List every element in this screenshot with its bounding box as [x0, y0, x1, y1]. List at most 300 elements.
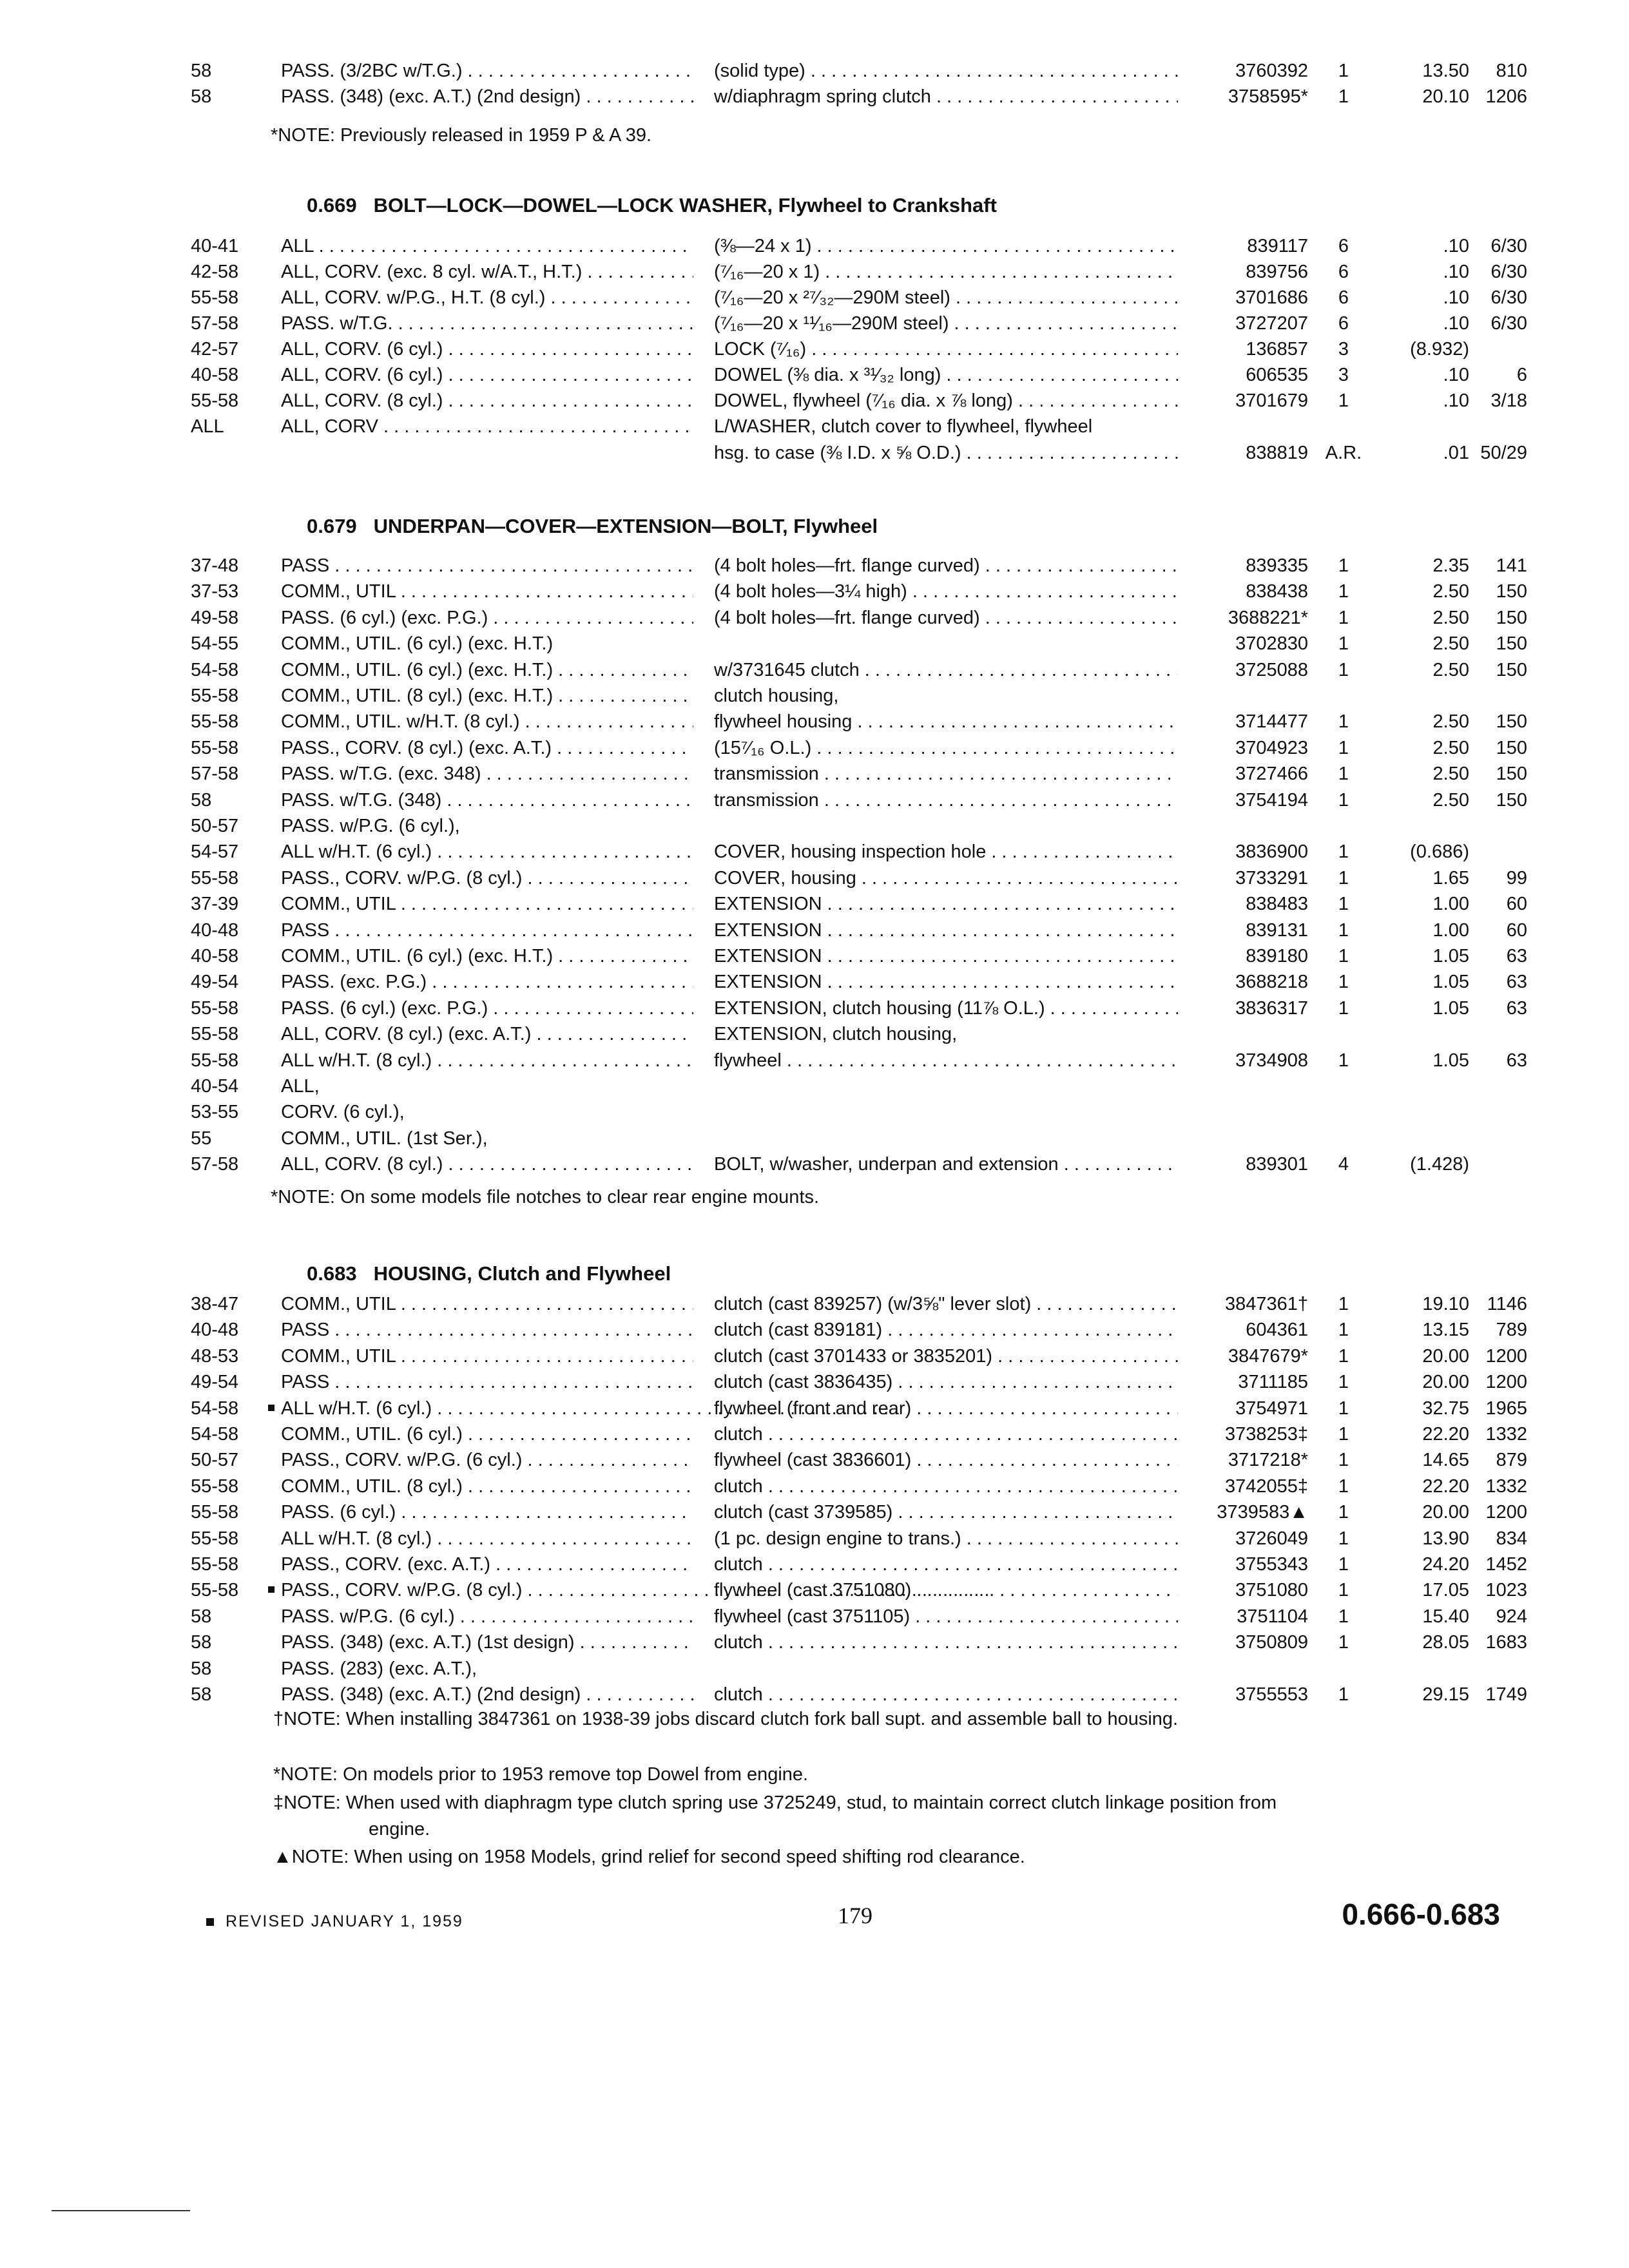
row-description-text: clutch: [714, 1684, 763, 1705]
row-description: [714, 285, 1178, 311]
table-row: [0, 233, 1629, 260]
row-years: 54-58: [191, 659, 239, 680]
row-models-text: PASS., CORV. (exc. A.T.): [281, 1554, 491, 1575]
row-price: 17.05: [1422, 1580, 1469, 1601]
row-part-number: 3714477: [1235, 711, 1308, 733]
row-years: 54-58: [191, 1424, 239, 1445]
row-models-text: ALL, CORV: [281, 416, 378, 437]
row-quantity: 1: [1338, 1632, 1349, 1653]
row-models-text: ALL, CORV. (6 cyl.): [281, 339, 443, 360]
row-quantity: 1: [1338, 997, 1349, 1019]
row-models-text: PASS. (6 cyl.) (exc. P.G.): [281, 607, 488, 628]
row-models-text: PASS: [281, 1320, 330, 1341]
row-years: 57-58: [191, 313, 239, 334]
row-price: (0.686): [1410, 841, 1469, 863]
row-price: 22.20: [1422, 1475, 1469, 1497]
row-models-text: PASS., CORV. w/P.G. (6 cyl.): [281, 1450, 523, 1471]
row-models-text: PASS., CORV. (8 cyl.) (exc. A.T.): [281, 737, 552, 758]
row-models-text: PASS. (348) (exc. A.T.) (1st design): [281, 1632, 575, 1653]
row-models: [281, 1099, 693, 1126]
row-description: [714, 311, 1178, 337]
row-price: 1.05: [1432, 1050, 1469, 1071]
row-description: [714, 259, 1178, 285]
table-row: [0, 553, 1629, 579]
row-years: 40-48: [191, 1320, 239, 1341]
row-models-text: COMM., UTIL. (6 cyl.): [281, 1424, 463, 1445]
row-models-text: COMM., UTIL: [281, 894, 396, 915]
row-part-number: 3751104: [1237, 1606, 1308, 1627]
revised-date: REVISED JANUARY 1, 1959: [226, 1912, 463, 1930]
table-row: [0, 1099, 1629, 1126]
row-description-text: w/3731645 clutch: [714, 659, 860, 680]
row-quantity: 1: [1338, 972, 1349, 993]
row-years: 55-58: [191, 1024, 239, 1045]
table-row: [0, 1682, 1629, 1708]
row-description-text: transmission: [714, 789, 819, 811]
row-group: 879: [1496, 1450, 1527, 1471]
row-description-text: DOWEL, flywheel (⁷⁄₁₆ dia. x ⅞ long): [714, 390, 1013, 411]
row-group: 63: [1506, 946, 1527, 966]
row-years: 54-57: [191, 841, 239, 863]
row-description: [714, 440, 1178, 466]
row-models-text: PASS. w/T.G.: [281, 313, 393, 334]
row-group: 6/30: [1490, 313, 1527, 334]
row-description-text: (4 bolt holes—frt. flange curved): [714, 607, 980, 628]
section-name: UNDERPAN—COVER—EXTENSION—BOLT, Flywheel: [373, 515, 878, 537]
row-models-text: COMM., UTIL. (8 cyl.) (exc. H.T.): [281, 686, 554, 706]
row-models: [281, 1552, 693, 1578]
row-description-text: clutch (cast 3836435): [714, 1372, 893, 1393]
row-description: [714, 839, 1178, 865]
row-years: 55-58: [191, 737, 239, 758]
row-group: 6/30: [1490, 287, 1527, 308]
row-group: 1965: [1485, 1398, 1527, 1419]
row-quantity: 1: [1338, 1050, 1349, 1071]
table-row: [0, 631, 1629, 657]
row-part-number: 3754971: [1235, 1398, 1308, 1419]
footnote: ‡NOTE: When used with diaphragm type clutch spring use 3725249, stud, to maintain correct clutch linkage position from engine.: [273, 1792, 1277, 1840]
row-models: [281, 1396, 693, 1422]
table-row: [0, 1369, 1629, 1396]
row-models-text: PASS. (exc. P.G.): [281, 972, 427, 993]
row-years: 55-58: [191, 1528, 239, 1549]
row-models: [281, 84, 693, 110]
row-models: [281, 311, 693, 337]
row-models: [281, 1656, 693, 1682]
table-row: [0, 787, 1629, 814]
row-models: [281, 579, 693, 605]
row-part-number: 136857: [1246, 339, 1308, 360]
row-years: 40-58: [191, 365, 239, 385]
row-price: .10: [1443, 313, 1469, 334]
table-row: [0, 1656, 1629, 1682]
row-description: [714, 1604, 1178, 1630]
row-quantity: 6: [1338, 287, 1349, 308]
row-quantity: 1: [1338, 737, 1349, 758]
row-part-number: 3750809: [1235, 1632, 1308, 1653]
row-description: [714, 58, 1178, 84]
row-description: [714, 1552, 1178, 1578]
row-models-text: COMM., UTIL: [281, 581, 396, 602]
row-group: 810: [1496, 61, 1527, 81]
row-years: 58: [191, 1684, 212, 1705]
row-years: 58: [191, 1606, 212, 1627]
row-price: .01: [1443, 443, 1469, 463]
row-models-text: PASS: [281, 555, 330, 576]
row-models: [281, 735, 693, 762]
row-models: [281, 1474, 693, 1500]
row-part-number: 839301: [1246, 1154, 1308, 1175]
table-row: [0, 761, 1629, 787]
row-years: 55-58: [191, 1580, 239, 1601]
row-description: [714, 362, 1178, 389]
row-models: [281, 1291, 693, 1318]
row-models: [281, 1577, 693, 1604]
row-group: 150: [1496, 764, 1527, 785]
table-row: [0, 1499, 1629, 1526]
row-models-text: ALL,: [281, 1076, 320, 1097]
row-part-number: 3836900: [1235, 841, 1308, 863]
row-models: [281, 1421, 693, 1448]
row-models: [281, 969, 693, 995]
row-models: [281, 1317, 693, 1343]
row-group: 789: [1496, 1320, 1527, 1341]
table-row: [0, 1474, 1629, 1500]
table-row: [0, 1126, 1629, 1152]
footnote: †NOTE: When installing 3847361 on 1938-39 jobs discard clutch fork ball supt. and assemble ball to housing.: [273, 1709, 1179, 1729]
row-price: 1.65: [1432, 867, 1469, 889]
row-description: [714, 1526, 1178, 1552]
row-part-number: 3688218: [1235, 972, 1308, 993]
row-models: [281, 362, 693, 389]
row-description: [714, 1499, 1178, 1526]
row-quantity: 6: [1338, 313, 1349, 334]
row-models-text: ALL, CORV. (8 cyl.) (exc. A.T.): [281, 1024, 532, 1045]
row-group: 3/18: [1490, 390, 1527, 411]
row-part-number: 3688221*: [1228, 607, 1308, 628]
row-description-text: flywheel housing: [714, 711, 853, 733]
row-quantity: 1: [1338, 1580, 1349, 1601]
row-quantity: 1: [1338, 946, 1349, 966]
table-row: [0, 683, 1629, 709]
row-description: [714, 414, 1178, 440]
row-years: 48-53: [191, 1345, 239, 1367]
table-row: [0, 1526, 1629, 1552]
revised-marker: [268, 1405, 275, 1411]
row-models-text: PASS. (283) (exc. A.T.),: [281, 1658, 477, 1679]
row-years: 37-39: [191, 894, 239, 915]
row-part-number: 3726049: [1235, 1528, 1308, 1549]
row-description: [714, 1577, 1178, 1604]
row-models: [281, 943, 693, 970]
table-row: [0, 440, 1629, 466]
section-code: 0.683: [307, 1262, 357, 1285]
row-models-text: COMM., UTIL. (6 cyl.) (exc. H.T.): [281, 946, 554, 966]
table-row: [0, 969, 1629, 995]
row-description-text: (⁷⁄₁₆—20 x 1): [714, 262, 820, 282]
row-quantity: 1: [1338, 919, 1349, 941]
row-models-text: ALL w/H.T. (6 cyl.): [281, 1398, 432, 1419]
row-models: [281, 1526, 693, 1552]
row-description-text: clutch: [714, 1632, 763, 1653]
table-row: [0, 735, 1629, 762]
row-part-number: 3717218*: [1228, 1450, 1308, 1471]
row-description: [714, 918, 1178, 944]
row-price: 1.05: [1432, 972, 1469, 993]
row-part-number: 3711185: [1238, 1372, 1308, 1393]
row-years: 40-41: [191, 236, 239, 256]
row-quantity: 1: [1338, 1372, 1349, 1393]
row-description-text: COVER, housing: [714, 867, 856, 889]
row-years: 55-58: [191, 1050, 239, 1071]
row-description: [714, 1343, 1178, 1370]
row-group: 150: [1496, 789, 1527, 811]
row-description: [714, 1421, 1178, 1448]
row-models-text: ALL, CORV. (exc. 8 cyl. w/A.T., H.T.): [281, 262, 583, 282]
section-title: [307, 513, 878, 539]
row-years: 40-48: [191, 919, 239, 941]
row-models: [281, 1499, 693, 1526]
row-price: 2.50: [1432, 633, 1469, 655]
row-quantity: 1: [1338, 789, 1349, 811]
table-row: [0, 414, 1629, 440]
row-part-number: 839756: [1246, 262, 1308, 282]
row-description: [714, 1291, 1178, 1318]
row-group: 150: [1496, 633, 1527, 655]
row-models-text: ALL, CORV. (8 cyl.): [281, 1154, 443, 1175]
row-years: 49-58: [191, 607, 239, 628]
row-group: 150: [1496, 711, 1527, 733]
row-group: 1749: [1485, 1684, 1527, 1705]
row-models-text: ALL, CORV. (6 cyl.): [281, 365, 443, 385]
row-description-text: LOCK (⁷⁄₁₆): [714, 339, 807, 360]
row-group: 150: [1496, 607, 1527, 628]
row-description-text: EXTENSION: [714, 972, 822, 993]
row-description: [714, 709, 1178, 735]
row-part-number: 3847361†: [1224, 1294, 1308, 1314]
row-description: [714, 1317, 1178, 1343]
row-years: 49-54: [191, 972, 239, 993]
row-group: 1452: [1485, 1554, 1527, 1575]
row-quantity: 1: [1338, 555, 1349, 576]
row-price: (1.428): [1410, 1154, 1469, 1175]
row-group: 6: [1516, 365, 1527, 385]
row-years: 55-58: [191, 1554, 239, 1575]
row-models: [281, 813, 693, 840]
row-models-text: ALL w/H.T. (8 cyl.): [281, 1050, 432, 1071]
row-part-number: 3727466: [1235, 764, 1308, 785]
row-models: [281, 1447, 693, 1474]
row-models: [281, 918, 693, 944]
row-models-text: PASS: [281, 1372, 330, 1393]
row-quantity: 1: [1338, 1320, 1349, 1341]
row-part-number: 3836317: [1235, 997, 1308, 1019]
row-quantity: 1: [1338, 390, 1349, 411]
row-years: ALL: [191, 416, 224, 437]
row-years: 55-58: [191, 711, 239, 733]
row-price: 13.50: [1422, 61, 1469, 81]
row-group: 834: [1496, 1528, 1527, 1549]
row-models-text: PASS. w/T.G. (348): [281, 789, 442, 811]
table-row: [0, 891, 1629, 918]
section-code: 0.679: [307, 515, 357, 537]
row-group: 150: [1496, 581, 1527, 602]
row-description: [714, 1369, 1178, 1396]
footnote: *NOTE: On models prior to 1953 remove top Dowel from engine.: [273, 1764, 809, 1785]
row-years: 55-58: [191, 1502, 239, 1523]
row-group: 60: [1506, 919, 1527, 941]
table-row: [0, 1552, 1629, 1578]
table-row: [0, 388, 1629, 414]
row-models-text: CORV. (6 cyl.),: [281, 1102, 405, 1123]
row-models-text: PASS. (6 cyl.) (exc. P.G.): [281, 997, 488, 1019]
row-description: [714, 1021, 1178, 1048]
row-description: [714, 891, 1178, 918]
row-models: [281, 605, 693, 631]
row-description: [714, 1474, 1178, 1500]
section-name: HOUSING, Clutch and Flywheel: [373, 1262, 671, 1285]
table-row: [0, 995, 1629, 1022]
table-row: [0, 336, 1629, 363]
row-quantity: 1: [1338, 1684, 1349, 1705]
table-row: [0, 1629, 1629, 1656]
row-part-number: 3742055‡: [1224, 1475, 1308, 1497]
row-quantity: 1: [1338, 1398, 1349, 1419]
row-description-text: clutch: [714, 1424, 763, 1445]
row-description-text: flywheel: [714, 1050, 782, 1071]
row-price: 2.50: [1432, 737, 1469, 758]
row-description: [714, 1151, 1178, 1178]
row-description: [714, 761, 1178, 787]
row-description-text: BOLT, w/washer, underpan and extension: [714, 1154, 1059, 1175]
row-years: 55-58: [191, 686, 239, 706]
row-description-text: flywheel (cast 3836601): [714, 1450, 912, 1471]
row-part-number: 839335: [1246, 555, 1308, 576]
row-part-number: 3702830: [1235, 633, 1308, 655]
row-models-text: PASS., CORV. w/P.G. (8 cyl.): [281, 1580, 523, 1601]
row-group: 50/29: [1480, 443, 1527, 463]
row-price: 19.10: [1422, 1294, 1469, 1314]
row-group: 63: [1506, 997, 1527, 1019]
row-models: [281, 995, 693, 1022]
row-quantity: 1: [1338, 1294, 1349, 1314]
row-models: [281, 631, 693, 657]
row-part-number: 3725088: [1235, 659, 1308, 680]
row-description-text: (4 bolt holes—frt. flange curved): [714, 555, 980, 576]
row-years: 42-57: [191, 339, 239, 360]
row-price: .10: [1443, 390, 1469, 411]
row-description-text: (⁷⁄₁₆—20 x ¹¹⁄₁₆—290M steel): [714, 313, 949, 334]
row-group: 60: [1506, 894, 1527, 915]
row-quantity: 1: [1338, 659, 1349, 680]
row-description: [714, 735, 1178, 762]
table-row: [0, 657, 1629, 684]
table-row: [0, 1396, 1629, 1422]
row-group: 99: [1506, 867, 1527, 889]
table-row: [0, 865, 1629, 892]
row-price: 13.90: [1422, 1528, 1469, 1549]
row-price: 2.50: [1432, 711, 1469, 733]
row-models: [281, 1126, 693, 1152]
row-quantity: 4: [1338, 1154, 1349, 1175]
row-years: 40-58: [191, 946, 239, 966]
row-group: 1683: [1485, 1632, 1527, 1653]
row-models-text: COMM., UTIL. (1st Ser.),: [281, 1128, 488, 1149]
row-part-number: 3758595*: [1228, 86, 1308, 107]
row-group: 1023: [1485, 1580, 1527, 1601]
section-note: *NOTE: On some models file notches to clear rear engine mounts.: [271, 1187, 820, 1207]
row-description: [714, 336, 1178, 363]
row-description-text: clutch (cast 3739585): [714, 1502, 893, 1523]
revised-marker: [268, 1586, 275, 1593]
row-models: [281, 285, 693, 311]
row-quantity: 1: [1338, 1606, 1349, 1627]
row-group: 150: [1496, 737, 1527, 758]
table-row: [0, 1604, 1629, 1630]
table-row: [0, 918, 1629, 944]
page-range: 0.666-0.683: [1342, 1898, 1500, 1931]
row-price: .10: [1443, 236, 1469, 256]
row-part-number: 839180: [1246, 946, 1308, 966]
table-row: [0, 285, 1629, 311]
row-description: [714, 943, 1178, 970]
row-models: [281, 1604, 693, 1630]
row-group: 6/30: [1490, 236, 1527, 256]
row-years: 54-58: [191, 1398, 239, 1419]
table-row: [0, 84, 1629, 110]
row-quantity: 1: [1338, 1424, 1349, 1445]
revised-square-icon: [206, 1918, 214, 1926]
row-price: 14.65: [1422, 1450, 1469, 1471]
row-models-text: COMM., UTIL. (8 cyl.): [281, 1475, 463, 1497]
row-part-number: 3754194: [1235, 789, 1308, 811]
row-part-number: 3727207: [1235, 313, 1308, 334]
row-quantity: 1: [1338, 86, 1349, 107]
row-description: [714, 1048, 1178, 1074]
row-years: 58: [191, 1658, 212, 1679]
row-years: 55-58: [191, 1475, 239, 1497]
row-quantity: 1: [1338, 867, 1349, 889]
row-group: 1200: [1485, 1345, 1527, 1367]
row-description-text: flywheel (cast 3751105): [714, 1606, 911, 1627]
row-group: 1206: [1485, 86, 1527, 107]
table-row: [0, 709, 1629, 735]
row-description: [714, 388, 1178, 414]
row-price: 1.05: [1432, 997, 1469, 1019]
row-years: 58: [191, 1632, 212, 1653]
row-description-text: clutch (cast 839257) (w/3⅝" lever slot): [714, 1294, 1032, 1314]
row-quantity: 1: [1338, 1528, 1349, 1549]
row-years: 37-53: [191, 581, 239, 602]
row-models: [281, 336, 693, 363]
row-price: 1.00: [1432, 894, 1469, 915]
row-quantity: 1: [1338, 607, 1349, 628]
row-price: 20.00: [1422, 1372, 1469, 1393]
row-models-text: ALL w/H.T. (6 cyl.): [281, 841, 432, 863]
row-years: 49-54: [191, 1372, 239, 1393]
row-quantity: A.R.: [1325, 443, 1362, 463]
row-description: [714, 1682, 1178, 1708]
row-part-number: 839131: [1246, 919, 1308, 941]
row-price: 22.20: [1422, 1424, 1469, 1445]
row-years: 55-58: [191, 390, 239, 411]
row-models-text: COMM., UTIL. (6 cyl.) (exc. H.T.): [281, 633, 554, 655]
row-part-number: 838483: [1246, 894, 1308, 915]
row-years: 55-58: [191, 867, 239, 889]
row-models-text: PASS. w/P.G. (6 cyl.),: [281, 816, 460, 836]
table-row: [0, 1021, 1629, 1048]
row-part-number: 3734908: [1235, 1050, 1308, 1071]
